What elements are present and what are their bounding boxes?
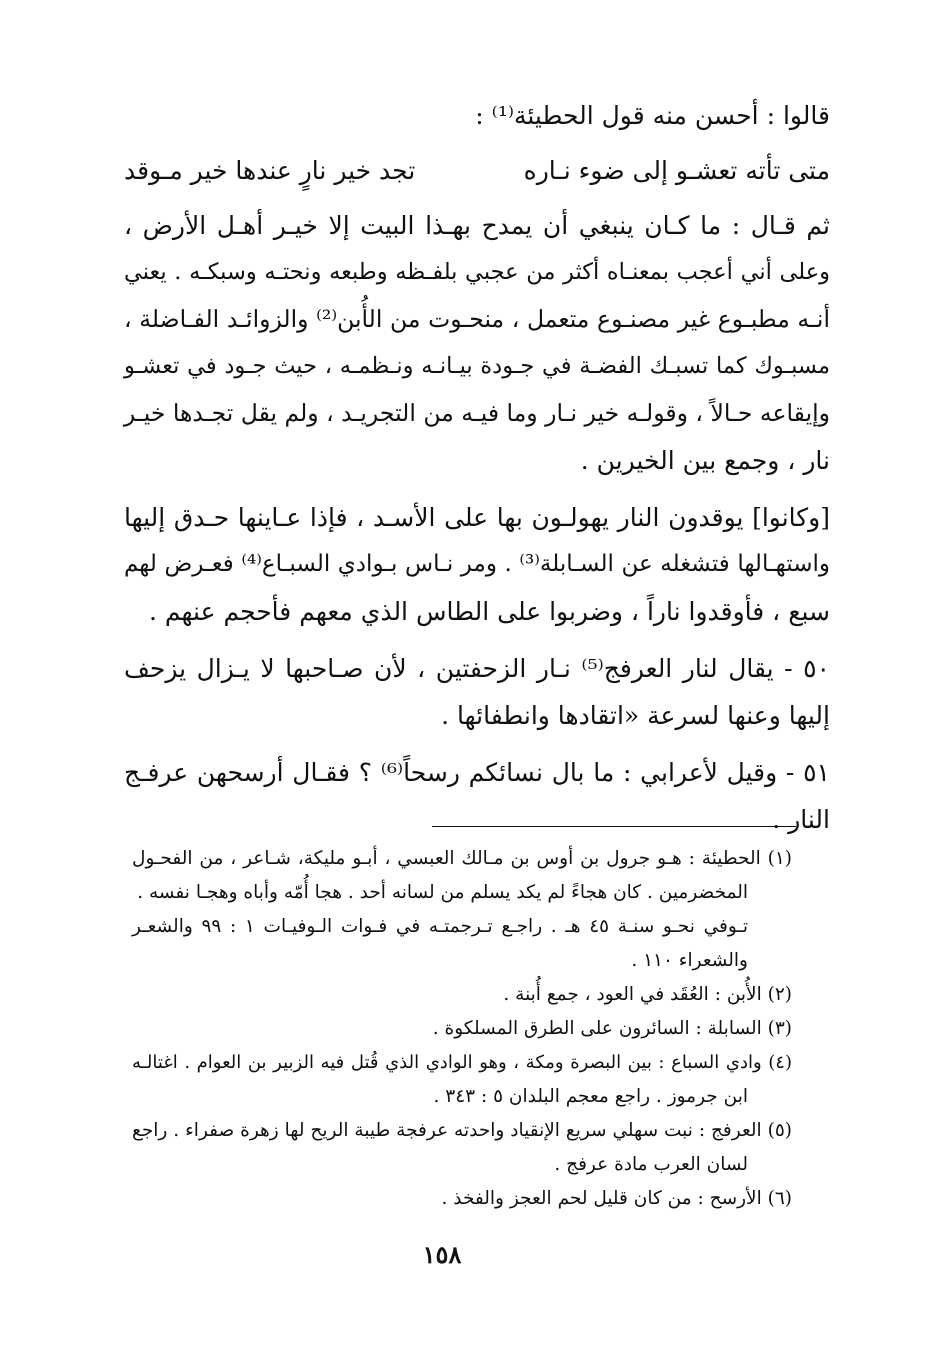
footnote-3 xyxy=(132,1012,792,1046)
footnote-line: (١) الحطيئة : هـو جرول بن أوس بن مـالك العبسي ، أبـو مليكة، شـاعر ، من الفحـول xyxy=(132,848,792,869)
footnote-line: (٣) السابلة : السائرون على الطرق المسلكوة . xyxy=(432,1018,792,1039)
footnote-2 xyxy=(132,978,792,1012)
text-line: ٥١ - وقيل لأعرابي : ما بال نسائكم رسحاً⁽⁶⁾ ؟ فقـال أرسحهن عرفـج xyxy=(124,758,830,787)
footnotes xyxy=(132,842,792,1216)
footnote-line: المخضرمين . كان هجاءً لم يكد يسلم من لسانه أحد . هجا أُمّه وأباه وهجـا نفسه . xyxy=(137,882,748,903)
text-line: ثم قـال : ما كـان ينبغي أن يمدح بهـذا البيت إلا خيـر أهـل الأرض ، xyxy=(124,211,830,240)
footnote-6 xyxy=(132,1182,792,1216)
footnote-line: ابن جرموز . راجع معجم البلدان ٥ : ٣٤٣ . xyxy=(433,1086,748,1107)
text-line: أنـه مطبـوع غير مصنـوع متعمل ، منحـوت من الأُبن⁽²⁾ والزوائـد الفـاضلة ، xyxy=(124,305,830,333)
verse-hemistich-first: متى تأته تعشـو إلى ضوء نـاره xyxy=(523,156,830,185)
main-text xyxy=(124,92,830,853)
footnote-5 xyxy=(132,1114,792,1182)
text-line: مسبـوك كما تسبـك الفضـة في جـودة بيـانـه ونـظمـه ، حيث جـود في تعشـو xyxy=(124,353,830,379)
text-line: نار ، وجمع بين الخيرين . xyxy=(580,446,830,475)
footnote-1 xyxy=(132,842,792,978)
paragraph xyxy=(124,202,830,484)
text-line: ٥٠ - يقال لنار العرفج⁽⁵⁾ نـار الزحفتين ، لأن صـاحبها لا يـزال يزحف xyxy=(124,654,830,683)
intro-line: قالوا : أحسن منه قول الحطيئة⁽¹⁾ : xyxy=(475,101,830,130)
text-line: وإيقاعه حـالاً ، وقولـه خير نـار وما فيـه من التجريـد ، ولم يقل تجـدها خيـر xyxy=(123,399,830,427)
paragraph xyxy=(124,645,830,739)
poem-verse xyxy=(124,147,830,194)
text-line: النار . xyxy=(772,805,830,834)
paragraph xyxy=(124,749,830,843)
footnote-line: (٦) الأرسح : من كان قليل لحم العجز والفخذ . xyxy=(441,1188,792,1209)
text-line: واستهـالها فتشغله عن السـابلة⁽³⁾ . ومر نـاس بـوادي السبـاع⁽⁴⁾ فعـرض لهم xyxy=(124,551,830,577)
footnote-line: (٥) العرفج : نبت سهلي سريع الإنقياد واحدته عرفجة طيبة الريح لها زهرة صفراء . راجع xyxy=(132,1120,792,1141)
footnote-line: والشعراء ١١٠ . xyxy=(631,950,748,971)
text-line: [وكانوا] يوقدون النار يهولـون بها على الأسـد ، فإذا عـاينها حـدق إليها xyxy=(124,503,830,532)
text-line: وعلى أني أعجب بمعنـاه أكثر من عجبي بلفـظه وطبعه ونحتـه وسبكـه . يعني xyxy=(124,259,830,285)
page-number: ١٥٨ xyxy=(422,1240,462,1269)
footnote-line: (٢) الأُبن : العُقَد في العود ، جمع أُبنة . xyxy=(503,984,792,1005)
text-line: إليها وعنها لسرعة «اتقادها وانطفائها . xyxy=(441,701,830,730)
footnote-4 xyxy=(132,1046,792,1114)
text-line: سبع ، فأوقدوا ناراً ، وضربوا على الطاس الذي معهم فأحجم عنهم . xyxy=(148,597,830,626)
footnote-line: تـوفي نحـو سنـة ٤٥ هـ . راجـع تـرجمتـه في فـوات الـوفيـات ١ : ٩٩ والشعـر xyxy=(132,916,748,937)
footnote-line: (٤) وادي السباع : بين البصرة ومكة ، وهو الوادي الذي قُتل فيه الزبير بن العوام . اغتالـه xyxy=(132,1052,792,1073)
footnote-line: لسان العرب مادة عرفج . xyxy=(554,1154,748,1175)
paragraph xyxy=(124,494,830,635)
footnote-divider xyxy=(432,826,796,827)
verse-hemistich-second: تجد خير نارٍ عندها خير مـوقد xyxy=(124,156,416,185)
